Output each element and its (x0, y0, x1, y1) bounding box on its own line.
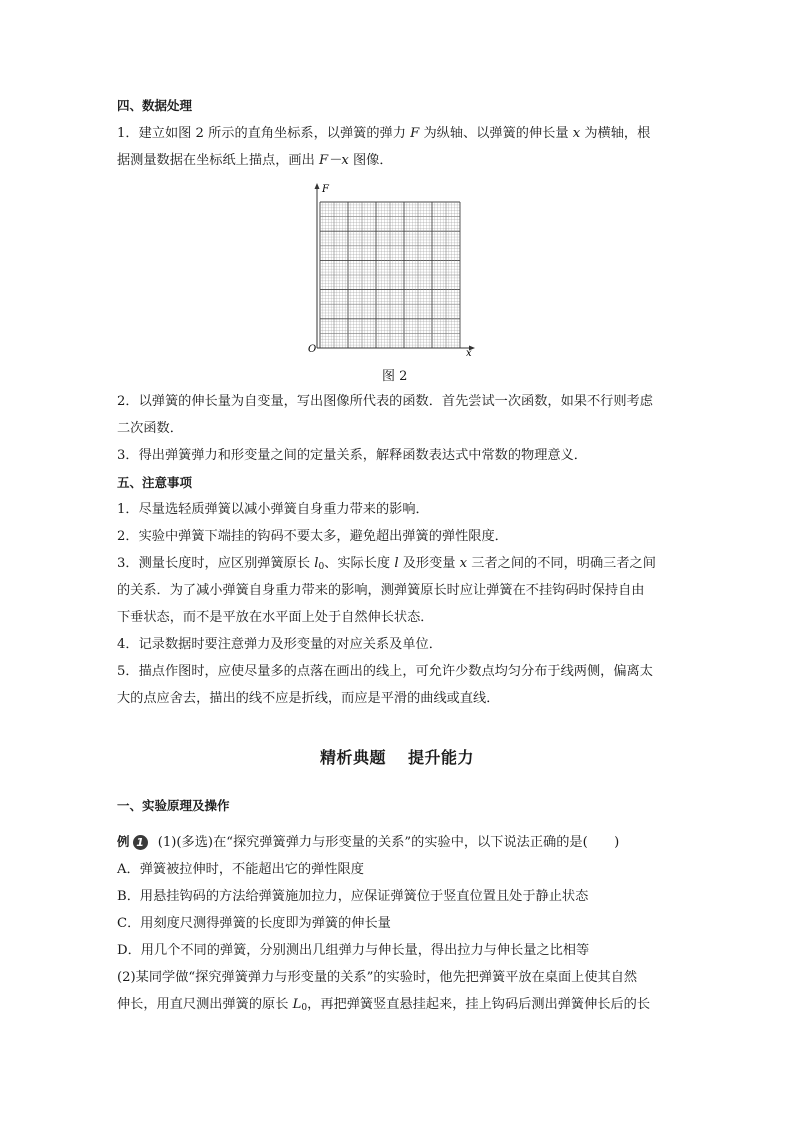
grid-lines (320, 202, 460, 348)
section4-item2-line1: 2．以弹簧的伸长量为自变量，写出图像所代表的函数．首先尝试一次函数，如果不行则考虑 (117, 394, 653, 409)
graph-paper-figure (308, 182, 480, 360)
origin-label: O (308, 344, 317, 355)
option-d: D．用几个不同的弹簧，分别测出几组弹力与伸长量，得出拉力与伸长量之比相等 (117, 943, 590, 958)
option-a: A．弹簧被拉伸时，不能超出它的弹性限度 (117, 862, 364, 877)
example-question2-line1: (2)某同学做“探究弹簧弹力与形变量的关系”的实验时，他先把弹簧平放在桌面上使其自然 (117, 970, 638, 985)
y-axis-arrow-icon (315, 183, 320, 189)
section4-item2-line2: 二次函数． (117, 421, 183, 436)
section4-heading: 四、数据处理 (117, 98, 193, 113)
section5-item2: 2．实验中弹簧下端挂的钩码不要太多，避免超出弹簧的弹性限度． (117, 529, 508, 544)
figure-caption: 图 2 (382, 369, 408, 384)
section5-item5-line2: 大的点应舍去，描出的线不应是折线，而应是平滑的曲线或直线． (117, 691, 500, 706)
option-b: B．用悬挂钩码的方法给弹簧施加拉力，应保证弹簧位于竖直位置且处于静止状态 (117, 889, 589, 904)
example-badge: 例 1 (117, 832, 148, 852)
section4-item1-line1: 1．建立如图 2 所示的直角坐标系，以弹簧的弹力 F 为纵轴、以弹簧的伸长量 x 为横轴，根 (117, 126, 651, 141)
x-axis-label: x (466, 348, 472, 359)
section5-item1: 1．尽量选轻质弹簧以减小弹簧自身重力带来的影响． (117, 502, 429, 517)
section-title: 精析典题 提升能力 (319, 748, 475, 767)
section4-item1-line2: 据测量数据在坐标纸上描点，画出 F－x 图像． (117, 153, 393, 168)
section5-item5-line1: 5．描点作图时，应使尽量多的点落在画出的线上，可允许少数点均匀分布于线两侧，偏离太 (117, 664, 653, 679)
example-question2-line2: 伸长，用直尺测出弹簧的原长 $L_0$，再把弹簧竖直悬挂起来，挂上钩码后测出弹簧伸长后的长 (117, 997, 651, 1013)
section5-item3-line2: 的关系．为了减小弹簧自身重力带来的影响，测弹簧原长时应让弹簧在不挂钩码时保持自由 (117, 583, 645, 598)
section5-item3-line1: 3．测量长度时，应区别弹簧原长 $l_0$、实际长度 l 及形变量 x 三者之间的不同，明确三者之间 (117, 556, 656, 572)
example-number-icon: 1 (133, 835, 148, 850)
option-c: C．用刻度尺测得弹簧的长度即为弹簧的伸长量 (117, 916, 391, 931)
section5-item3-line3: 下垂状态，而不是平放在水平面上处于自然伸长状态． (117, 610, 434, 625)
y-axis-label: F (322, 184, 329, 195)
section5-item4: 4．记录数据时要注意弹力及形变量的对应关系及单位． (117, 637, 442, 652)
section5-heading: 五、注意事项 (117, 475, 193, 490)
section1-heading: 一、实验原理及操作 (117, 798, 230, 813)
example-question1: 例 1 (1)(多选)在“探究弹簧弹力与形变量的关系”的实验中，以下说法正确的是( ) (117, 834, 620, 850)
section4-item3: 3．得出弹簧弹力和形变量之间的定量关系，解释函数表达式中常数的物理意义． (117, 448, 587, 463)
